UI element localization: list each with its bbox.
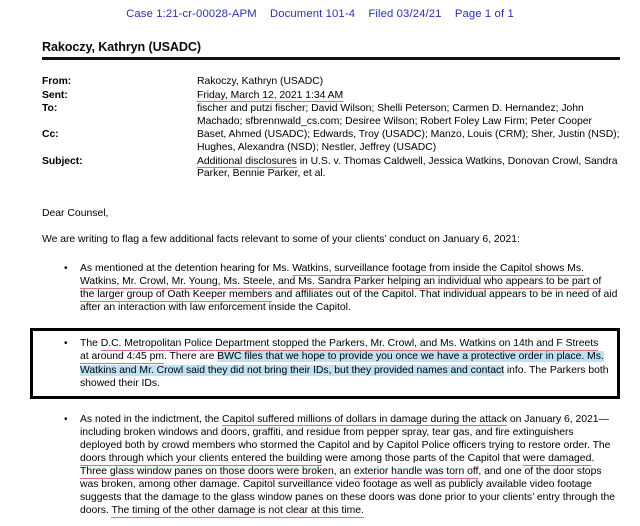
b3-seg1: As noted in the indictment, the — [80, 413, 223, 425]
from-value: Rakoczy, Kathryn (USADC) — [197, 76, 324, 87]
sender-name: Rakoczy, Kathryn (USADC) — [42, 40, 202, 54]
b3-seg4-underlined: doors through which your clients entered the building — [80, 453, 323, 465]
highlighted-callout-box — [30, 328, 620, 398]
spacer-above-box — [0, 314, 640, 328]
salutation: Dear Counsel, — [42, 208, 109, 219]
bullet-dot-icon: • — [64, 338, 68, 350]
b1-seg4: and affiliates out of the Capitol. That individual appears to be in need of aid after an interaction with law enforcement inside the Capitol. — [80, 289, 618, 314]
from-label: From: — [42, 76, 72, 87]
field-row-cc — [42, 129, 622, 155]
subject-rest-part: in U.S. v. Thomas Caldwell, Jessica Watkins, Donovan Crowl, Sandra Parker, Bennie Parker, et al. — [197, 155, 618, 180]
cc-label: Cc: — [42, 129, 59, 141]
b3-seg2-underlined: Capitol suffered millions of dollars in damage during the attack — [222, 413, 508, 425]
subject-label: Subject: — [42, 155, 83, 167]
sent-value — [197, 90, 622, 104]
to-value: fischer and putzi fischer; David Wilson; Shelli Peterson; Carmen D. Hernandez; John Machado; sfbrennwald_cs.com; Desiree Wilson; Robert Foley Law Firm; Peter Cooper — [197, 103, 592, 127]
bullet-dot-icon: • — [64, 263, 68, 274]
b2-seg3: . There are — [164, 351, 218, 363]
field-row-from — [42, 76, 622, 90]
b3-seg5: were among those parts of the Capitol that — [322, 453, 523, 465]
b2-seg4-highlighted: BWC files that we hope to provide you once we have a protective order in place. Ms. Watkins and Mr. Crowl said they did not bring their IDs, but they provided names and contact — [80, 351, 604, 376]
to-label: To: — [42, 103, 58, 115]
sender-header — [42, 40, 620, 60]
field-row-subject — [42, 156, 622, 182]
b1-seg1: As mentioned at the detention hearing for Ms. — [80, 263, 293, 274]
b2-seg2-underlined: D.C. Metropolitan Police Department stopped the Parkers, Mr. Crowl, and Ms. Watkins on 14th and F Streets at around 4:45 pm — [80, 338, 599, 363]
sent-value-text: Friday, March 12, 2021 1:34 AM — [197, 89, 344, 101]
b3-seg12-underlined: The timing of the other damage is not clear at this time. — [111, 505, 364, 517]
b1-seg3-underlined: individual who appears to be part of the larger group of Oath Keeper members — [80, 276, 602, 301]
spacer-below-box — [0, 399, 640, 413]
sent-label: Sent: — [42, 89, 68, 101]
bullet-item-3 — [0, 413, 640, 518]
subject-underlined-part: Additional disclosures — [197, 155, 297, 167]
b3-seg8-underlined: Three glass window panes on those doors were broken — [80, 466, 334, 478]
bullet-item-2 — [33, 337, 617, 389]
ecf-header-stamp — [0, 8, 640, 20]
ecf-filed-date: Filed 03/24/21 — [368, 8, 442, 20]
bullet-list — [0, 262, 640, 518]
ecf-page-number: Page 1 of 1 — [454, 8, 514, 20]
bullet-dot-icon: • — [64, 413, 68, 425]
sender-divider — [42, 57, 620, 60]
b2-seg5: info. The Parkers both showed their IDs. — [80, 364, 609, 389]
field-row-to — [42, 103, 622, 129]
b3-seg11: , and one of the door stops was broken, among other damage. Capitol surveillance video footage as well as publicly available video footage suggests that the damage to the glass window panes on these doors was done prior to your clients’ entry through the doors. — [80, 466, 616, 517]
email-header-fields — [42, 76, 622, 182]
b1-seg2-underlined: Watkins, surveillance footage from inside the Capitol shows Ms. Watkins, Mr. Crowl, Mr. Young, Ms. Steele, and Ms. Sandra Parker helping an — [80, 263, 584, 288]
intro-paragraph: We are writing to flag a few additional facts relevant to some of your clients’ conduct on January 6, 2021: — [42, 234, 520, 245]
bullet-item-1 — [0, 262, 640, 314]
b3-seg9: , an — [333, 466, 354, 478]
b3-seg6-underlined: were damaged — [522, 453, 592, 465]
ecf-case-number: Case 1:21-cr-00028-APM — [126, 8, 257, 20]
b3-seg10-underlined: exterior handle was torn off — [353, 466, 479, 478]
b3-seg7: . — [591, 453, 595, 465]
b2-seg1: The — [80, 338, 101, 350]
ecf-document-number: Document 101-4 — [269, 8, 356, 20]
subject-value — [197, 156, 622, 182]
b3-seg3: on January 6, 2021—including broken windows and doors, graffiti, and residue from pepper spray, tear gas, and fire extinguishers deployed both by crowd members who stormed the Capitol and by Capitol Police officers trying to restore order. The — [80, 413, 611, 451]
cc-value: Baset, Ahmed (USADC); Edwards, Troy (USADC); Manzo, Louis (CRM); Sher, Justin (NSD); Hughes, Alexandra (NSD); Nestler, Jeffrey (USADC) — [197, 129, 620, 153]
field-row-sent — [42, 90, 622, 104]
